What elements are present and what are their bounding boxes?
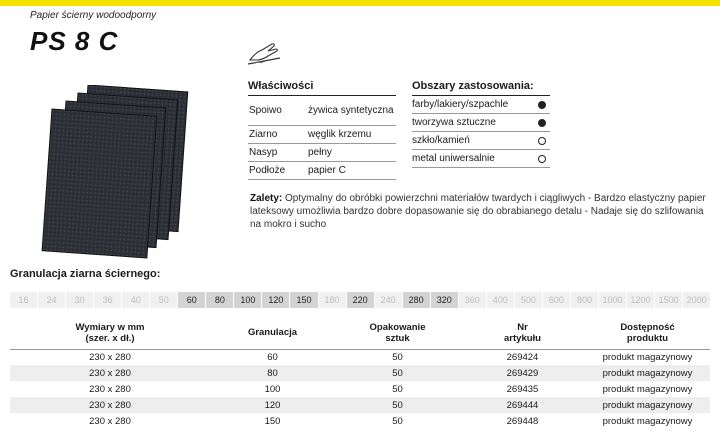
table-header-row [10,317,710,349]
grit-cell: 500 [515,292,542,308]
property-value: żywica syntetyczna [308,104,394,116]
empty-circle-icon [538,155,546,163]
filled-circle-icon [538,119,546,127]
application-label: farby/lakiery/szpachle [412,99,509,110]
table-row [10,349,710,365]
application-label: tworzywa sztuczne [412,117,496,128]
abrasive-sheets-image [40,85,210,260]
grit-cell: 220 [347,292,374,308]
product-title: PS 8 C [30,26,119,56]
application-row [412,150,550,168]
cell-availability: produkt magazynowy [585,397,710,413]
application-row [412,114,550,132]
header-accent-bar [0,0,720,6]
property-row [248,162,396,180]
property-row [248,144,396,162]
granulation-label: Granulacja ziarna ściernego: [10,268,161,280]
table-row [10,381,710,397]
cell-availability: produkt magazynowy [602,415,693,427]
header-packaging: Opakowanie sztuk [335,317,460,349]
cell-grit: 60 [267,351,278,363]
cell-article: 269444 [460,397,585,413]
grit-cell: 120 [262,292,289,308]
product-subtitle: Papier ścierny wodoodporny [30,10,157,21]
table-row [10,413,710,429]
grit-cell: 400 [487,292,514,308]
grit-cell: 16 [10,292,37,308]
grit-cell: 1500 [655,292,682,308]
cell-grit: 120 [210,397,335,413]
grit-cell: 30 [66,292,93,308]
cell-article: 269448 [506,415,539,427]
cell-dimensions: 230 x 280 [89,351,131,363]
cell-packaging: 50 [392,383,403,395]
header-grit: Granulacja [210,317,335,349]
cell-availability: produkt magazynowy [585,365,710,381]
grit-cell: 1000 [599,292,626,308]
grit-cell: 240 [375,292,402,308]
property-key: Ziarno [249,129,278,140]
grit-cell: 36 [94,292,121,308]
grit-cell: 180 [319,292,346,308]
header-article: Nr artykułu [460,317,585,349]
application-label: szkło/kamień [412,135,470,146]
advantages-text [250,192,710,231]
properties-heading: Właściwości [248,80,396,96]
grit-cell: 360 [459,292,486,308]
properties-table [248,80,396,180]
grit-cell: 24 [38,292,65,308]
property-value: węglik krzemu [308,128,372,140]
table-row [10,397,710,413]
empty-circle-icon [538,137,546,145]
advantages-label: Zalety: [250,193,283,204]
grit-cell: 150 [290,292,317,308]
filled-circle-icon [538,101,546,109]
property-key: Podłoże [249,165,286,176]
cell-dimensions: 230 x 280 [89,383,131,395]
cell-grit: 150 [264,415,281,427]
cell-packaging: 50 [392,415,403,427]
cell-dimensions: 230 x 280 [10,397,210,413]
application-label: metal uniwersalnie [412,153,495,164]
grit-cell: 40 [122,292,149,308]
grit-cell: 280 [403,292,430,308]
grit-scale [10,292,710,308]
header-availability: Dostępność produktu [585,317,710,349]
cell-grit: 80 [210,365,335,381]
hand-sanding-icon [246,38,282,68]
cell-article: 269424 [506,351,539,363]
property-value: pełny [308,146,332,158]
property-value: papier C [308,164,346,176]
application-row [412,132,550,150]
cell-dimensions: 230 x 280 [89,415,131,427]
cell-article: 269429 [460,365,585,381]
advantages-body: Optymalny do obróbki powierzchni materiałów twardych i ciągliwych - Bardzo elastyczny papier lateksowy umożliwia bardzo dobre dopasowanie się do obrabianego detalu - Nadaje się do szlifowania na mokro i sucho [250,193,706,230]
header-dimensions: Wymiary w mm (szer. x dł.) [10,317,210,349]
applications-heading: Obszary zastosowania: [412,80,550,96]
grit-cell: 60 [178,292,205,308]
cell-dimensions: 230 x 280 [10,365,210,381]
property-row [248,126,396,144]
article-table [10,317,710,429]
table-row [10,365,710,381]
grit-cell: 800 [571,292,598,308]
cell-packaging: 50 [392,351,403,363]
grit-cell: 320 [431,292,458,308]
grit-cell: 100 [234,292,261,308]
grit-cell: 600 [543,292,570,308]
cell-article: 269435 [506,383,539,395]
property-row [248,96,396,126]
cell-packaging: 50 [335,397,460,413]
property-key: Nasyp [249,147,278,158]
grit-cell: 1200 [627,292,654,308]
grit-cell: 50 [150,292,177,308]
grit-cell: 2000 [683,292,710,308]
cell-packaging: 50 [335,365,460,381]
cell-availability: produkt magazynowy [602,383,693,395]
property-key: Spoiwo [249,105,282,116]
cell-availability: produkt magazynowy [602,351,693,363]
applications-table [412,80,550,168]
grit-cell: 80 [206,292,233,308]
cell-grit: 100 [264,383,281,395]
application-row [412,96,550,114]
